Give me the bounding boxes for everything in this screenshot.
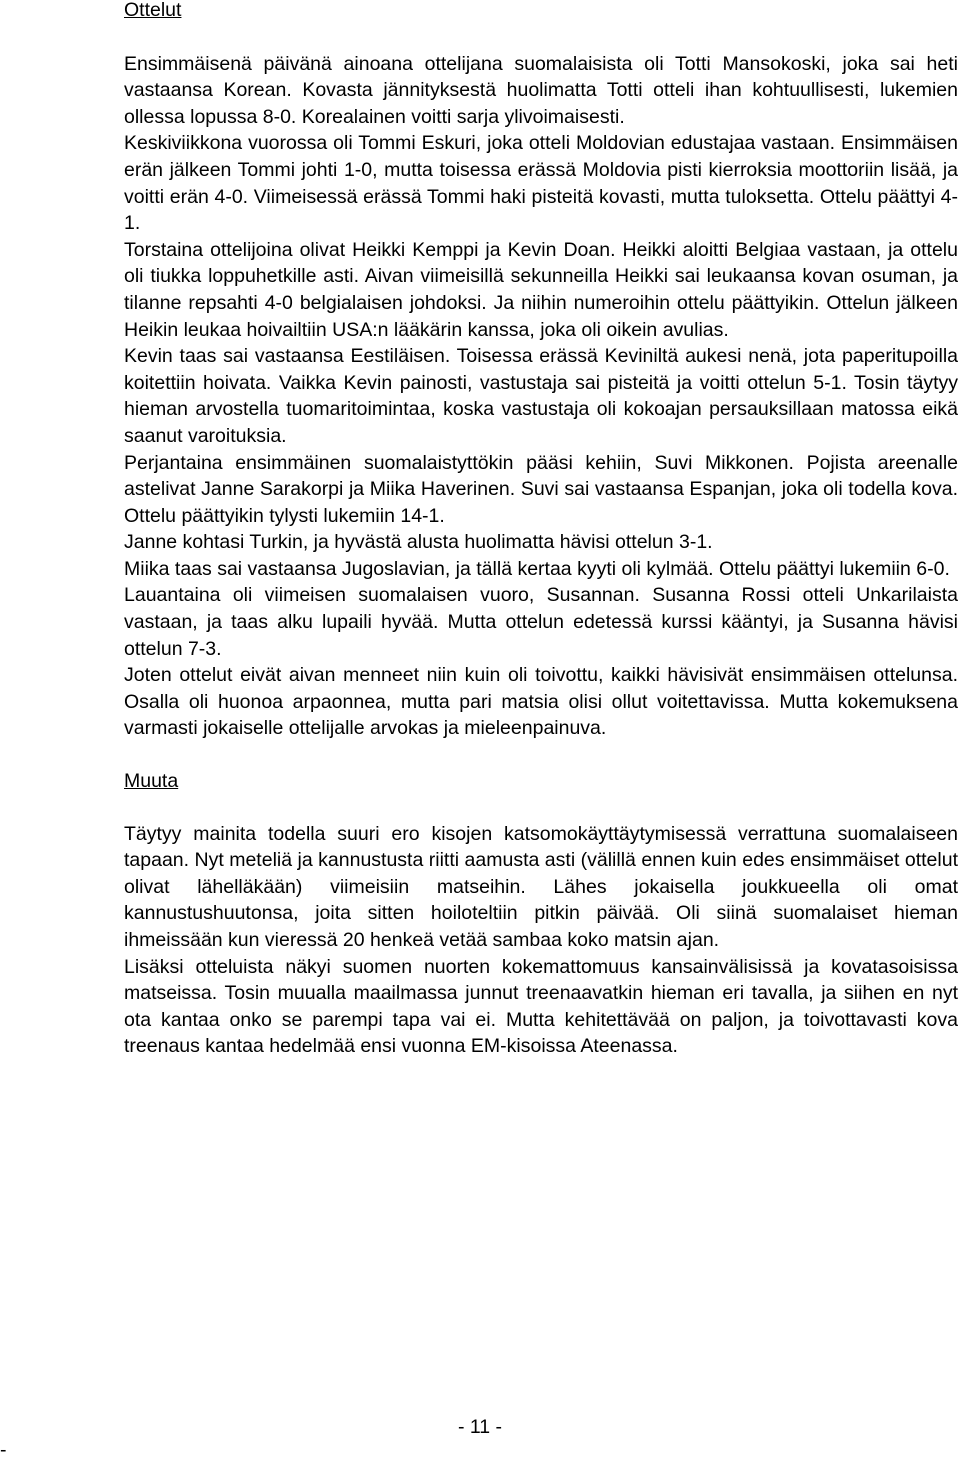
section-body-muuta bbox=[124, 821, 958, 1060]
paragraph: Miika taas sai vastaansa Jugoslavian, ja tällä kertaa kyyti oli kylmää. Ottelu päättyi lukemiin 6-0. bbox=[124, 557, 950, 580]
page-number: - 11 - bbox=[457, 1416, 503, 1438]
paragraph: Kevin taas sai vastaansa Eestiläisen. Toisessa erässä Keviniltä aukesi nenä, jota paperitupoilla koitettiin hoivata. Vaikka Kevin painosti, vastustaja sai pisteitä ja voitti ottelun 5-1. Tosin täytyy hieman arvostella tuomaritoimintaa, koska vastustaja oli kokoajan persauksillaan matossa eikä saanut varoituksia. bbox=[124, 345, 958, 447]
corner-mark: - bbox=[0, 1439, 7, 1461]
paragraph: Täytyy mainita todella suuri ero kisojen katsomokäyttäytymisessä verrattuna suomalaiseen tapaan. Nyt meteliä ja kannustusta riitti aamusta asti (välillä ennen kuin edes ensimmäiset ottelut olivat lähelläkään) viimeisiin matseihin. Lähes jokaisella joukkueella oli omat kannustushuutonsa, joita sitten hoiloteltiin pitkin päivää. Oli siinä suomalaiset hieman ihmeissään kun vieressä 20 henkeä vetää sambaa koko matsin ajan. bbox=[124, 822, 958, 951]
paragraph: Janne kohtasi Turkin, ja hyvästä alusta huolimatta hävisi ottelun 3-1. bbox=[124, 531, 713, 554]
document-page bbox=[124, 0, 958, 1060]
paragraph: Perjantaina ensimmäinen suomalaistyttökin pääsi kehiin, Suvi Mikkonen. Pojista areenalle astelivat Janne Sarakorpi ja Miika Haverinen. Suvi sai vastaansa Espanjan, joka oli todella kova. Ottelu päättyikin tylysti lukemiin 14-1. bbox=[124, 451, 958, 527]
paragraph: Keskiviikkona vuorossa oli Tommi Eskuri, joka otteli Moldovian edustajaa vastaan. Ensimmäisen erän jälkeen Tommi johti 1-0, mutta toisessa erässä Moldovia pisti kierroksia moottoriin lisää, ja voitti erän 4-0. Viimeisessä erässä Tommi haki pisteitä kovasti, mutta tuloksetta. Ottelu päättyi 4-1. bbox=[124, 132, 958, 235]
paragraph: Ensimmäisenä päivänä ainoana ottelijana suomalaisista oli Totti Mansokoski, joka sai heti vastaansa Korean. Kovasta jännityksestä huolimatta Totti otteli ihan kohtuullisesti, lukemien ollessa lopussa 8-0. Korealainen voitti sarja ylivoimaisesti. bbox=[124, 52, 958, 128]
paragraph: Lisäksi otteluista näkyi suomen nuorten kokemattomuus kansainvälisissä ja kovatasoisissa matseissa. Tosin muualla maailmassa junnut treenaavatkin hieman eri tavalla, ja siihen en nyt ota kantaa onko se parempi tapa vai ei. Mutta kehitettävää on paljon, ja toivottavasti kova treenaus kantaa hedelmää ensi vuonna EM-kisoissa Ateenassa. bbox=[124, 955, 958, 1058]
section-body-ottelut bbox=[124, 51, 958, 742]
paragraph: Joten ottelut eivät aivan menneet niin kuin oli toivottu, kaikki hävisivät ensimmäisen ottelunsa. Osalla oli huonoa arpaonnea, mutta pari matsia olisi ollut voitettavissa. Mutta kokemuksena varmasti jokaiselle ottelijalle arvokas ja mieleenpainuva. bbox=[124, 664, 958, 740]
paragraph: Lauantaina oli viimeisen suomalaisen vuoro, Susannan. Susanna Rossi otteli Unkarilaista vastaan, ja taas alku lupaili hyvää. Mutta ottelun edetessä kurssi kääntyi, ja Susanna hävisi ottelun 7-3. bbox=[124, 584, 958, 660]
section-heading-muuta: Muuta bbox=[124, 770, 179, 793]
paragraph: Torstaina ottelijoina olivat Heikki Kemppi ja Kevin Doan. Heikki aloitti Belgiaa vastaan, ja ottelu oli tiukka loppuhetkille asti. Aivan viimeisillä sekunneilla Heikki sai leukaansa kovan osuman, ja tilanne repsahti 4-0 belgialaisen johdoksi. Ja niihin numeroihin ottelu päättyikin. Ottelun jälkeen Heikin leukaa hoivailtiin USA:n lääkärin kanssa, joka oli oikein avulias. bbox=[124, 238, 958, 341]
section-heading-ottelut: Ottelut bbox=[124, 0, 182, 21]
